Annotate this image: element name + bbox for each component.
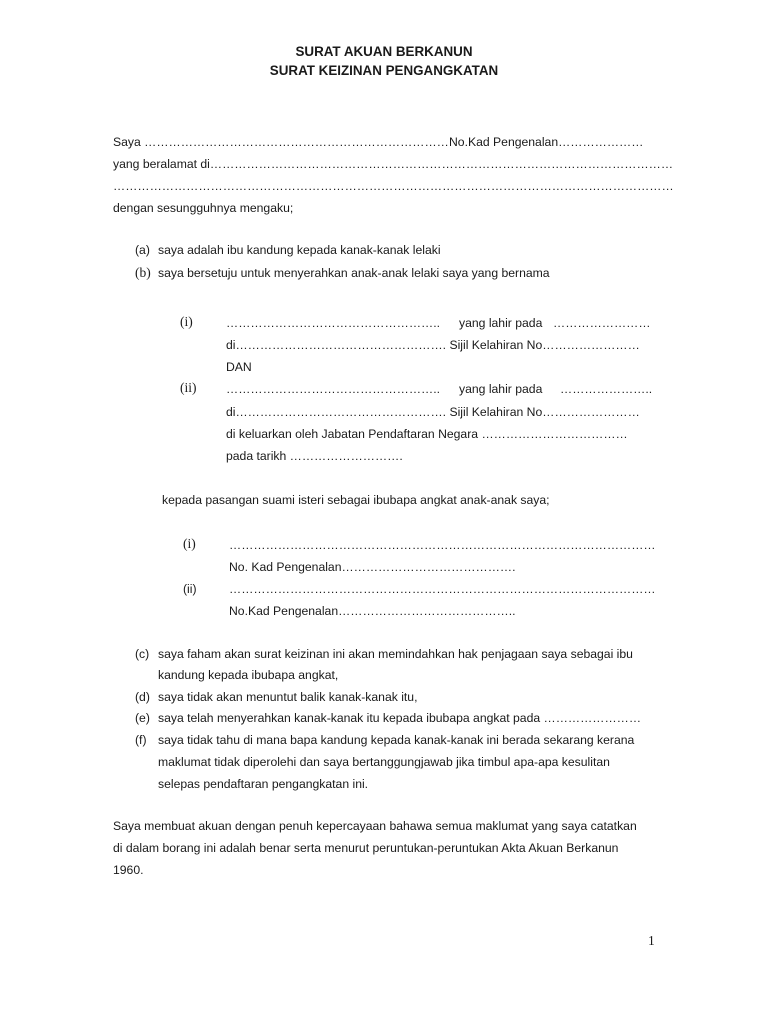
adoptive-2-name-line: …………………………………………………………………………………………… bbox=[229, 582, 656, 596]
clause-b-text: saya bersetuju untuk menyerahkan anak-anak lelaki saya yang bernama bbox=[158, 266, 550, 280]
adoptive-2-marker: (ii) bbox=[183, 582, 197, 596]
clause-f-line-3: selepas pendaftaran pengangkatan ini. bbox=[158, 777, 369, 791]
child-2-issued-line: di keluarkan oleh Jabatan Pendaftaran Negara ……………………………… bbox=[226, 427, 628, 441]
adoptive-intro: kepada pasangan suami isteri sebagai ibubapa angkat anak-anak saya; bbox=[162, 493, 550, 507]
child-2-place-line: di……………………………………………. Sijil Kelahiran No…………………… bbox=[226, 405, 640, 419]
clause-a-marker: (a) bbox=[135, 243, 150, 257]
child-2-name-line: …………………………………………….. bbox=[226, 382, 440, 396]
clause-d-marker: (d) bbox=[135, 690, 150, 704]
title-line-2: SURAT KEIZINAN PENGANGKATAN bbox=[269, 63, 499, 78]
adoptive-1-ic-line: No. Kad Pengenalan……………………………………. bbox=[229, 560, 516, 574]
declaration-line-1: Saya membuat akuan dengan penuh kepercayaan bahawa semua maklumat yang saya catatkan bbox=[113, 819, 637, 833]
clause-b-marker: (b) bbox=[135, 265, 151, 280]
clause-c-marker: (c) bbox=[135, 647, 150, 661]
adoptive-1-name-line: …………………………………………………………………………………………… bbox=[229, 538, 656, 552]
clause-c-line-1: saya faham akan surat keizinan ini akan memindahkan hak penjagaan saya sebagai ibu bbox=[158, 647, 633, 661]
clause-a-text: saya adalah ibu kandung kepada kanak-kanak lelaki bbox=[158, 243, 441, 257]
intro-ic-line: No.Kad Pengenalan………………… bbox=[449, 135, 644, 149]
adoptive-1-marker: (i) bbox=[183, 536, 196, 551]
clause-f-marker: (f) bbox=[135, 733, 147, 747]
clause-f-line-1: saya tidak tahu di mana bapa kandung kepada kanak-kanak ini berada sekarang kerana bbox=[158, 733, 635, 747]
page-number: 1 bbox=[648, 933, 655, 948]
adoptive-2-ic-line: No.Kad Pengenalan…………………………………….. bbox=[229, 604, 516, 618]
child-1-place-line: di……………………………………………. Sijil Kelahiran No…………………… bbox=[226, 338, 640, 352]
declaration-line-2: di dalam borang ini adalah benar serta menurut peruntukan-peruntukan Akta Akuan Berkanun bbox=[113, 841, 619, 855]
clause-f-line-2: maklumat tidak diperolehi dan saya bertanggungjawab jika timbul apa-apa kesulitan bbox=[158, 755, 610, 769]
child-1-and: DAN bbox=[226, 360, 252, 374]
declaration-line-3: 1960. bbox=[113, 863, 144, 877]
title-line-1: SURAT AKUAN BERKANUN bbox=[295, 44, 473, 59]
intro-address-line: yang beralamat di…………………………………………………………………………………………………… bbox=[113, 157, 674, 171]
child-2-born-label: yang lahir pada bbox=[459, 382, 543, 396]
child-2-date-line: pada tarikh ………………………. bbox=[226, 449, 403, 463]
clause-e-marker: (e) bbox=[135, 711, 150, 725]
clause-e-text: saya telah menyerahkan kanak-kanak itu kepada ibubapa angkat pada …………………… bbox=[158, 711, 642, 725]
child-2-born-line: ………………….. bbox=[560, 382, 653, 396]
intro-name-line: Saya ………………………………………………………………… bbox=[113, 135, 449, 149]
intro-declare-line: dengan sesungguhnya mengaku; bbox=[113, 201, 294, 215]
child-1-name-line: …………………………………………….. bbox=[226, 316, 440, 330]
intro-address-line-2: ………………………………………………………………………………………………………………………… bbox=[113, 179, 674, 193]
clause-c-line-2: kandung kepada ibubapa angkat, bbox=[158, 668, 339, 682]
child-1-born-line: …………………… bbox=[553, 316, 651, 330]
child-2-marker: (ii) bbox=[180, 380, 197, 395]
child-1-born-label: yang lahir pada bbox=[459, 316, 543, 330]
child-1-marker: (i) bbox=[180, 314, 193, 329]
clause-d-text: saya tidak akan menuntut balik kanak-kanak itu, bbox=[158, 690, 418, 704]
